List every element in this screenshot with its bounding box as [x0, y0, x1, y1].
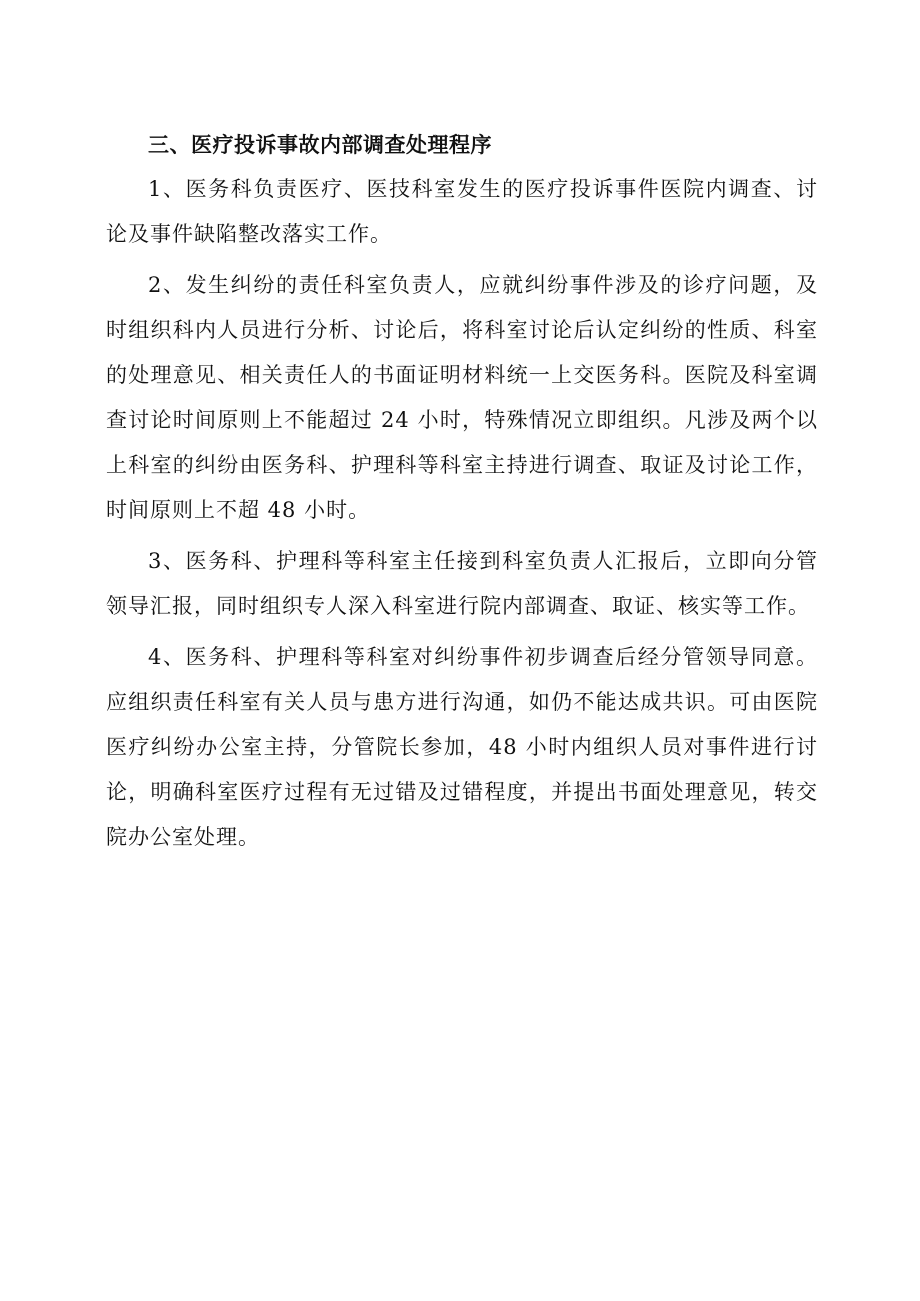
paragraph-4: 4、医务科、护理科等科室对纠纷事件初步调查后经分管领导同意。应组织责任科室有关人员与患方进行沟通，如仍不能达成共识。可由医院医疗纠纷办公室主持，分管院长参加，48 小时内组织人员对事件进行讨论，明确科室医疗过程有无过错及过错程度，并提出书面处理意见，转交院办公室处理。: [106, 645, 818, 849]
paragraph-3: 3、医务科、护理科等科室主任接到科室负责人汇报后，立即向分管领导汇报，同时组织专人深入科室进行院内部调查、取证、核实等工作。: [106, 549, 818, 618]
paragraph-1: 1、医务科负责医疗、医技科室发生的医疗投诉事件医院内调查、讨论及事件缺陷整改落实工作。: [106, 177, 818, 246]
document-body: [106, 122, 818, 866]
paragraph-2: 2、发生纠纷的责任科室负责人，应就纠纷事件涉及的诊疗问题，及时组织科内人员进行分析、讨论后，将科室讨论后认定纠纷的性质、科室的处理意见、相关责任人的书面证明材料统一上交医务科。医院及科室调查讨论时间原则上不能超过 24 小时，特殊情况立即组织。凡涉及两个以上科室的纠纷由医务科、护理科等科室主持进行调查、取证及讨论工作，时间原则上不超 48 小时。: [106, 273, 818, 522]
section-heading: 三、医疗投诉事故内部调查处理程序: [148, 132, 492, 157]
